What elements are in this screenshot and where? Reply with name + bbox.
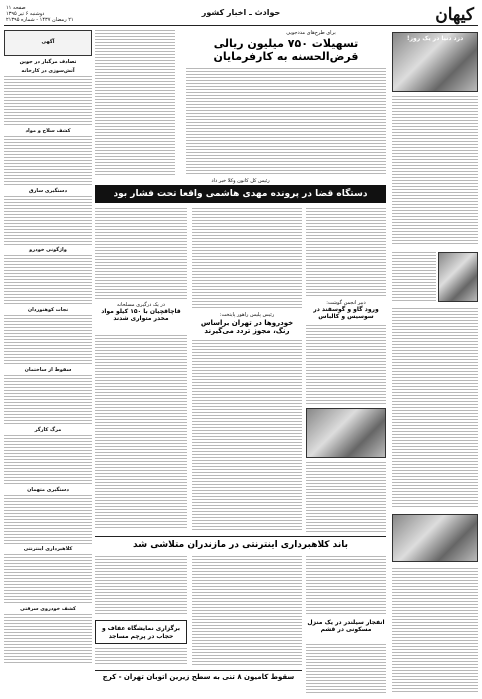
- brief-body: [4, 554, 92, 604]
- date-line: دوشنبه ۶ تیر ۱۳۹۵: [6, 11, 45, 17]
- cars-headline: خودروها در تهران براساس رنگ، مجوز تردد می‌گیرند: [200, 319, 294, 336]
- fall-headline: سقوط کامیون ۸ تنی به سطح زیرین اتوبان تهران - کرج: [95, 670, 302, 681]
- sidebar-text-3: [392, 308, 478, 508]
- cattle-photo: [306, 408, 386, 458]
- cattle-body: [306, 325, 386, 405]
- brief-body: [4, 614, 92, 664]
- cars-overline: رئیس پلیس راهور پایتخت:: [219, 312, 275, 318]
- brief-headline: نجات کوهنوردان: [27, 307, 69, 314]
- sidebar-text-2: [392, 252, 436, 302]
- sidebar-text: [392, 96, 478, 246]
- drugs-overline: در یک درگیری مسلحانه: [116, 302, 166, 308]
- brief-body: [4, 76, 92, 126]
- brief-headline: آتش‌سوزی در کارخانه: [21, 68, 75, 74]
- lead-headline: تسهیلات ۷۵۰ میلیون ریالی قرض‌الحسنه به کارفرمایان: [213, 37, 359, 63]
- brief-headline: کلاهبرداری اینترنتی: [23, 546, 73, 553]
- bottom-right-body: [306, 556, 386, 616]
- drugs-headline: قاچاقچیان با ۱۵۰ کیلو مواد مخدر متواری شدند: [101, 308, 181, 322]
- page-info: [6, 5, 74, 23]
- right-sidebar: [392, 30, 478, 695]
- brief-body: [4, 315, 92, 365]
- sidebar-photo-2: [438, 252, 478, 302]
- page-number: صفحه ۱۱: [6, 5, 26, 11]
- campaign-headline: برگزاری نمایشگاه عفاف و حجاب در پرچم مساجد: [95, 620, 187, 644]
- campaign-body: [95, 648, 187, 666]
- ad-label: آگهی: [41, 39, 55, 45]
- center-body: [192, 208, 302, 308]
- left-column: [4, 68, 92, 668]
- brief-headline: سقوط از ساختمان: [24, 367, 72, 373]
- bottom-center-body: [192, 556, 302, 666]
- explosion-body: [306, 644, 386, 694]
- newspaper-logo: کیهان: [435, 5, 474, 25]
- lead-body: [186, 68, 386, 176]
- brief-headline: واژگونی خودرو: [29, 247, 67, 254]
- explosion-headline: انفجار سیلندر در یک منزل مسکونی در قشم: [307, 619, 385, 633]
- brief-body: [4, 495, 92, 545]
- brief-headline: دستگیری سارق: [28, 187, 68, 194]
- cattle-headline: ورود گاو و گوسفند در سوسیس و کالباس: [313, 306, 379, 320]
- sidebar-photo-3: [392, 514, 478, 562]
- masthead: [4, 4, 478, 26]
- brief-body: [4, 136, 92, 186]
- cars-body: [192, 340, 302, 530]
- sidebar-photo: [392, 32, 478, 92]
- brief-headline: مرگ کارگر: [34, 426, 62, 433]
- banner-overline: رئیس کل کانون وکلا خبر داد: [211, 178, 270, 184]
- drugs-body: [95, 335, 187, 530]
- issue-line: ۲۱ رمضان ۱۴۳۷ - شماره ۲۱۳۹۵: [6, 17, 74, 23]
- brief-body: [4, 196, 92, 246]
- left-center-body: [95, 208, 187, 300]
- banner-headline: دستگاه قضا در پرونده مهدی هاشمی واقعا تحت فشار بود: [95, 185, 386, 203]
- brief-body: [4, 255, 92, 305]
- sidebar-title: دزد دنیا در یک روز!: [406, 35, 464, 42]
- gang-headline: باند کلاهبرداری اینترنتی در مازندران متلاشی شد: [95, 536, 386, 550]
- brief-headline: دستگیری متهمان: [27, 486, 69, 493]
- mid-top-body: [95, 30, 175, 176]
- banner-body: [306, 208, 386, 298]
- brief-body: [4, 375, 92, 425]
- left-top-headline: تصادف مرگبار در جوین: [19, 59, 77, 65]
- sidebar-text-4: [392, 568, 478, 693]
- brief-headline: کشف سلاح و مواد: [25, 127, 71, 134]
- brief-headline: کشف خودروی سرقتی: [20, 606, 76, 613]
- lead-overline: برای طرح‌های مددجویی: [286, 30, 336, 36]
- cattle-body-2: [306, 462, 386, 532]
- section-title: حوادث ـ اخبار کشور: [201, 8, 281, 17]
- bottom-left-body: [95, 556, 187, 616]
- brief-body: [4, 435, 92, 485]
- cattle-overline: دبیر انجمن گوشت:: [326, 300, 366, 306]
- ad-box[interactable]: [4, 30, 92, 56]
